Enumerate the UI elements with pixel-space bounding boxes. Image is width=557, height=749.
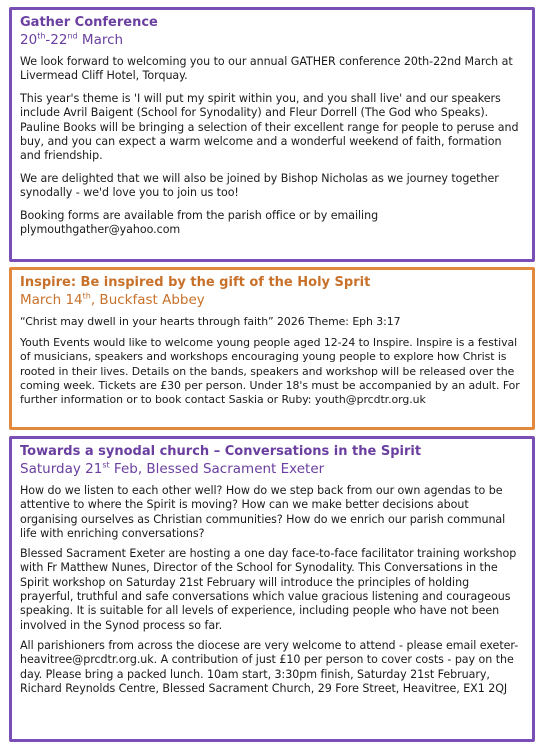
gather-date-end: -22 xyxy=(45,32,68,48)
gather-paragraph-3: We are delighted that we will also be joined by Bishop Nicholas as we journey together synodally - we'd love you to join us too! xyxy=(20,171,499,200)
gather-date-month: March xyxy=(77,32,124,48)
synodal-paragraph-1: How do we listen to each other well? How do we step back from our own agendas to be attentive to where the Spirit is moving? How can we make better decisions about organising ourselves as Christian communities? How do we enrich our parish communal life with enriching conversations? xyxy=(20,484,506,540)
gather-conference-box xyxy=(9,7,535,262)
gather-date-start-suffix: th xyxy=(37,31,46,41)
inspire-date xyxy=(20,291,523,309)
inspire-box xyxy=(9,267,535,430)
inspire-date-suffix: th xyxy=(82,291,91,301)
synodal-church-box xyxy=(9,436,535,742)
inspire-theme: “Christ may dwell in your hearts through faith” 2026 Theme: Eph 3:17 xyxy=(20,315,401,328)
inspire-date-day: March 14 xyxy=(20,292,83,308)
inspire-paragraph-1: Youth Events would like to welcome young people aged 12-24 to Inspire. Inspire is a festival of musicians, speakers and workshops encouraging young people to explore how Christ is rooted in their lives. Details on the bands, speakers and workshop will be released over the coming week. Tickets are £30 per person. Under 18's must be accompanied by an adult. For further information or to book contact Saskia or Ruby: youth@prcdtr.org.uk xyxy=(20,336,520,407)
synodal-paragraph-3: All parishioners from across the diocese are very welcome to attend - please email exeter-heavitree@prcdtr.org.uk. A contribution of just £10 per person to cover costs - pay on the day. Please bring a packed lunch. 10am start, 3:30pm finish, Saturday 21st February, Richard Reynolds Centre, Blessed Sacrament Church, 29 Fore Street, Heavitree, EX1 2QJ xyxy=(20,638,519,695)
synodal-date xyxy=(20,460,523,478)
gather-paragraph-4: Booking forms are available from the parish office or by emailing plymouthgather@yahoo.com xyxy=(20,208,379,237)
synodal-date-day: Saturday 21 xyxy=(20,461,103,477)
gather-paragraph-2: This year's theme is 'I will put my spirit within you, and you shall live' and our speakers include Avril Baigent (School for Synodality) and Fleur Dorrell (The God who Speaks). Pauline Books will be bringing a selection of their excellent range for people to peruse and buy, and you can expect a warm welcome and a wonderful weekend of faith, formation and friendship. xyxy=(20,91,519,163)
inspire-date-venue: , Buckfast Abbey xyxy=(90,292,205,308)
synodal-paragraph-2: Blessed Sacrament Exeter are hosting a one day face-to-face facilitator training workshop with Fr Matthew Nunes, Director of the School for Synodality. This Conversations in the Spirit workshop on Saturday 21st February will introduce the principles of holding prayerful, truthful and safe conversations which value gracious listening and courageous speaking. It is suitable for all levels of experience, including people who have not been involved in the Synod process so far. xyxy=(20,547,517,632)
gather-title: Gather Conference xyxy=(20,15,158,30)
gather-date-end-suffix: nd xyxy=(67,31,78,41)
gather-date xyxy=(20,31,523,49)
synodal-date-venue: Feb, Blessed Sacrament Exeter xyxy=(109,461,325,477)
inspire-title: Inspire: Be inspired by the gift of the Holy Sprit xyxy=(20,275,371,290)
synodal-title: Towards a synodal church – Conversations in the Spirit xyxy=(20,444,422,459)
synodal-date-suffix: st xyxy=(102,460,110,470)
gather-paragraph-1: We look forward to welcoming you to our annual GATHER conference 20th-22nd March at Livermead Cliff Hotel, Torquay. xyxy=(20,55,513,83)
gather-date-start: 20 xyxy=(20,32,38,48)
